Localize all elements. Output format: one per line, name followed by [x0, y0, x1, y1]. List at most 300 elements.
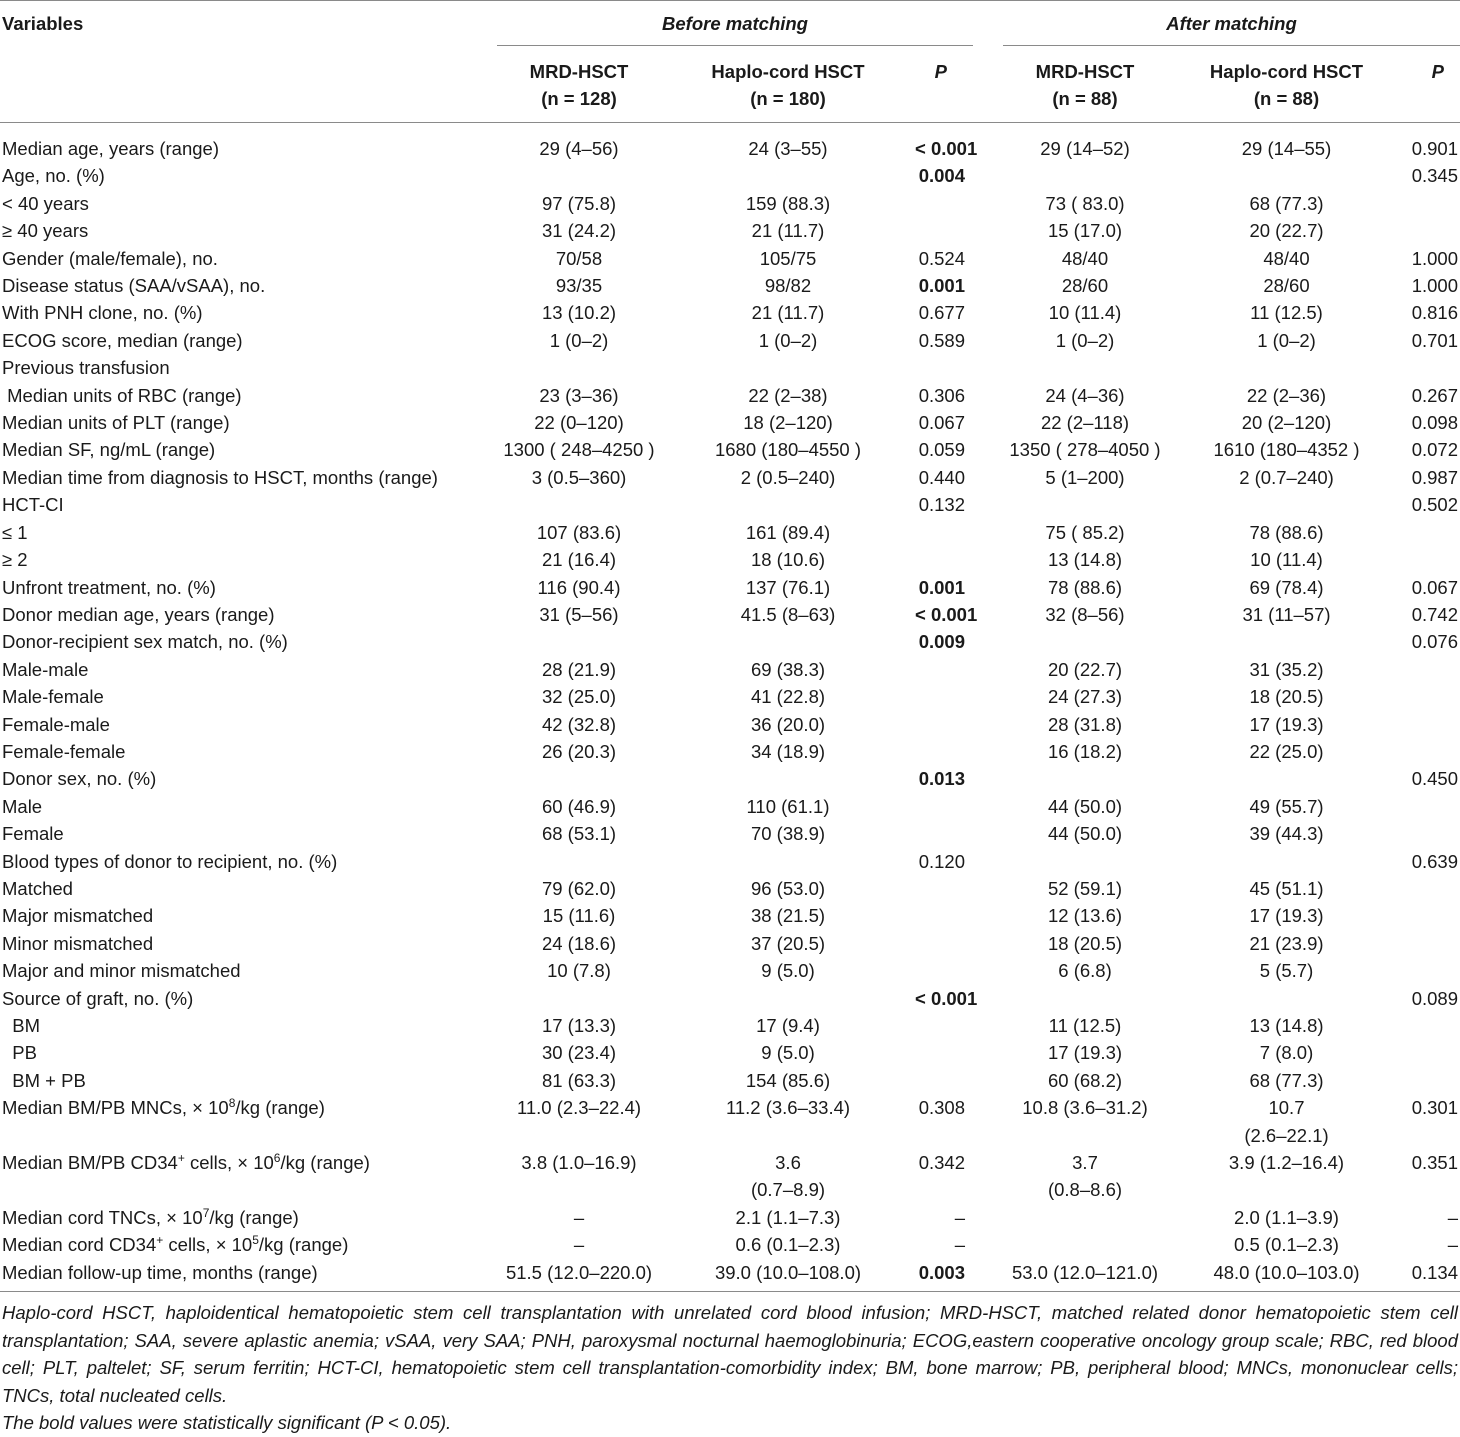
cell-haplo-after: 22 (25.0)	[1249, 740, 1324, 762]
cell-mrd-before: 93/35	[555, 275, 603, 297]
cell-mrd-before: 23 (3–36)	[539, 384, 619, 406]
cell-haplo-before: 41 (22.8)	[750, 686, 826, 708]
cell-p-before	[915, 957, 973, 984]
cell-haplo-before: 110 (61.1)	[746, 795, 830, 817]
cell-mrd-before	[497, 162, 661, 189]
cell-mrd-before: 60 (46.9)	[541, 795, 617, 817]
cell-p-after	[1406, 957, 1460, 984]
row-label: ECOG score, median (range)	[2, 329, 243, 351]
cell-mrd-after: 18 (20.5)	[1047, 932, 1123, 954]
cell-haplo-after	[1167, 162, 1406, 189]
cell-p-after	[1406, 217, 1460, 244]
cell-mrd-before: 30 (23.4)	[541, 1042, 617, 1064]
after-matching-header: After matching	[1003, 0, 1460, 48]
cell-p-after: 0.639	[1411, 850, 1458, 872]
row-label: Major mismatched	[2, 905, 154, 927]
cell-mrd-after: 28/60	[1061, 275, 1109, 297]
row-label: Previous transfusion	[2, 357, 170, 379]
cell-haplo-after: 2.0 (1.1–3.9)	[1234, 1206, 1339, 1228]
cell-p-after	[1406, 930, 1460, 957]
cell-haplo-after: 39 (44.3)	[1249, 823, 1324, 845]
cell-mrd-after: 48/40	[1061, 247, 1109, 269]
cell-haplo-before	[661, 491, 915, 518]
cell-p-before	[915, 656, 973, 683]
cell-p-before	[915, 902, 973, 929]
cell-p-before: 0.009	[918, 631, 965, 653]
cell-mrd-before: 3 (0.5–360)	[531, 466, 627, 488]
row-label: Male-male	[2, 658, 89, 680]
cell-mrd-after: 24 (4–36)	[1045, 384, 1125, 406]
cell-haplo-after: 18 (20.5)	[1249, 686, 1324, 708]
table-row	[0, 1039, 1460, 1066]
table-row	[0, 327, 1460, 354]
row-label: Female-male	[2, 713, 110, 735]
cell-haplo-after: 48.0 (10.0–103.0)	[1167, 1259, 1406, 1292]
cell-p-before	[915, 519, 973, 546]
cell-mrd-before: 42 (32.8)	[541, 713, 617, 735]
cell-p-before	[915, 738, 973, 765]
cell-p-before: 0.120	[918, 850, 965, 872]
table-row	[0, 1259, 1460, 1292]
cell-p-before: 0.589	[918, 329, 965, 351]
header-row-columns	[0, 48, 1460, 123]
cell-p-before: 0.004	[918, 165, 965, 187]
cell-haplo-after: 7 (8.0)	[1259, 1042, 1314, 1064]
cell-p-before: –	[954, 1234, 965, 1256]
table-row	[0, 382, 1460, 409]
row-label: Source of graft, no. (%)	[2, 987, 194, 1009]
table-row	[0, 123, 1460, 163]
row-label: Blood types of donor to recipient, no. (%)	[2, 850, 338, 872]
cell-p-after	[1406, 190, 1460, 217]
cell-haplo-before: 38 (21.5)	[750, 905, 826, 927]
row-label: Median follow-up time, months (range)	[0, 1259, 497, 1292]
cell-p-after: 0.987	[1411, 466, 1458, 488]
cell-mrd-before	[497, 848, 661, 875]
cell-haplo-before	[661, 354, 915, 381]
cell-p-before: 0.067	[918, 412, 965, 434]
cell-mrd-after: 78 (88.6)	[1047, 576, 1123, 598]
table-row	[0, 272, 1460, 299]
col-header-mrd-after: MRD-HSCT (n = 88)	[1003, 48, 1167, 123]
cell-haplo-after: 68 (77.3)	[1249, 1069, 1324, 1091]
table-row	[0, 299, 1460, 326]
col-header-haplo-after: Haplo-cord HSCT (n = 88)	[1167, 48, 1406, 123]
cell-haplo-before: 39.0 (10.0–108.0)	[661, 1259, 915, 1292]
cell-p-before: 0.308	[918, 1097, 965, 1119]
cell-p-after: 0.901	[1411, 138, 1458, 159]
cell-mrd-after	[1003, 985, 1167, 1012]
row-label: Gender (male/female), no.	[2, 247, 218, 269]
cell-mrd-after: 44 (50.0)	[1047, 795, 1123, 817]
cell-haplo-before: 18 (10.6)	[750, 549, 826, 571]
cell-haplo-before	[661, 985, 915, 1012]
cell-p-after: 0.345	[1411, 165, 1458, 187]
cell-p-after	[1406, 1039, 1460, 1066]
table-row	[0, 546, 1460, 573]
cell-mrd-after: 73 ( 83.0)	[1045, 192, 1125, 214]
row-label: Median BM/PB CD34+ cells, × $10^6/kg$ (range)	[2, 1151, 370, 1174]
table-row	[0, 1231, 1460, 1258]
cell-mrd-before	[497, 985, 661, 1012]
cell-haplo-after: 20 (2–120)	[1241, 412, 1332, 434]
cell-p-after: 0.701	[1411, 329, 1458, 351]
table-row	[0, 190, 1460, 217]
cell-haplo-before: 154 (85.6)	[745, 1069, 831, 1091]
cell-mrd-after: 28 (31.8)	[1047, 713, 1123, 735]
cell-haplo-after: 28/60	[1263, 275, 1310, 297]
cell-mrd-after: 44 (50.0)	[1047, 823, 1123, 845]
cell-mrd-after: 52 (59.1)	[1047, 877, 1123, 899]
cell-p-after: 0.067	[1411, 576, 1458, 598]
row-label: Median cord CD34+ cells, × $10^5/kg$ (range)	[2, 1233, 349, 1256]
cell-mrd-before	[497, 491, 661, 518]
cell-mrd-before: 97 (75.8)	[541, 192, 617, 214]
cell-haplo-before: 2.1 (1.1–7.3)	[735, 1206, 841, 1228]
cell-p-before: 0.003	[915, 1259, 973, 1292]
cell-haplo-after	[1167, 848, 1406, 875]
cell-mrd-after: 60 (68.2)	[1047, 1069, 1123, 1091]
row-label: Age, no. (%)	[2, 165, 105, 187]
variables-header: Variables	[2, 13, 84, 34]
cell-haplo-after: 31 (11–57)	[1242, 603, 1331, 625]
table-row	[0, 656, 1460, 683]
cell-p-after: 0.267	[1411, 384, 1458, 406]
header-row-groups	[0, 0, 1460, 48]
cell-p-after	[1406, 875, 1460, 902]
row-label: ≤ 1	[2, 521, 28, 543]
cell-haplo-before: 70 (38.9)	[750, 823, 826, 845]
row-label: Unfront treatment, no. (%)	[2, 576, 216, 598]
cell-p-after	[1406, 683, 1460, 710]
cell-haplo-after: 48/40	[1263, 247, 1310, 269]
cell-p-before	[915, 190, 973, 217]
cell-p-after: 0.502	[1411, 494, 1458, 516]
cell-haplo-after: 13 (14.8)	[1249, 1015, 1324, 1036]
cell-p-before	[915, 354, 973, 381]
cell-mrd-before: 32 (25.0)	[541, 686, 617, 708]
cell-haplo-after: 31 (35.2)	[1249, 658, 1324, 680]
cell-mrd-before: 13 (10.2)	[541, 302, 617, 324]
cell-mrd-after	[1003, 628, 1167, 655]
cell-haplo-after: 1610 (180–4352 )	[1213, 439, 1360, 461]
cell-haplo-after: 22 (2–36)	[1246, 384, 1327, 406]
cell-haplo-before: 1 (0–2)	[758, 329, 818, 351]
table-row	[0, 436, 1460, 463]
cell-p-before	[915, 820, 973, 847]
cell-mrd-before: 81 (63.3)	[541, 1069, 617, 1091]
cell-haplo-before: 161 (89.4)	[745, 521, 831, 543]
col-header-p-after: P	[1406, 48, 1460, 123]
table-row	[0, 628, 1460, 655]
table-row	[0, 464, 1460, 491]
cell-mrd-after	[1003, 354, 1167, 381]
before-matching-header: Before matching	[497, 0, 973, 48]
cell-haplo-before: 98/82	[764, 275, 812, 297]
cell-p-after: 0.098	[1411, 412, 1458, 434]
table-row	[0, 1012, 1460, 1039]
table-row	[0, 217, 1460, 244]
cell-p-after: 0.450	[1411, 768, 1458, 790]
cell-haplo-before: 36 (20.0)	[750, 713, 826, 735]
cell-mrd-before: 29 (4–56)	[539, 138, 619, 159]
table-row	[0, 765, 1460, 792]
cell-mrd-after: 5 (1–200)	[1045, 466, 1125, 488]
row-label: Donor-recipient sex match, no. (%)	[2, 631, 288, 653]
table-row	[0, 738, 1460, 765]
row-label: ≥ 2	[2, 549, 28, 571]
cell-mrd-before: 79 (62.0)	[541, 877, 617, 899]
cell-mrd-before: 17 (13.3)	[541, 1015, 617, 1036]
cell-haplo-after: 78 (88.6)	[1249, 521, 1324, 543]
cell-mrd-after	[1003, 162, 1167, 189]
cell-p-after: 0.742	[1411, 603, 1458, 625]
cell-haplo-before: 21 (11.7)	[751, 220, 825, 242]
cell-haplo-before: 2 (0.5–240)	[740, 466, 836, 488]
cell-haplo-before: 22 (2–38)	[748, 384, 828, 406]
row-label: Disease status (SAA/vSAA), no.	[2, 275, 266, 297]
table-row	[0, 930, 1460, 957]
table-row	[0, 875, 1460, 902]
cell-p-after: –	[1447, 1206, 1458, 1228]
table-row	[0, 711, 1460, 738]
cell-haplo-after: 17 (19.3)	[1249, 905, 1324, 927]
cell-haplo-before: 159 (88.3)	[745, 192, 831, 214]
row-label: Median cord TNCs, × $10^7/kg$ (range)	[2, 1205, 299, 1228]
row-label: Male	[2, 795, 43, 817]
cell-haplo-after: 1 (0–2)	[1257, 329, 1316, 351]
cell-mrd-before	[497, 765, 661, 792]
cell-mrd-before: –	[573, 1234, 585, 1256]
col-header-p-before: P	[915, 48, 973, 123]
cell-p-before: 0.001	[918, 576, 965, 598]
cell-mrd-before: 10 (7.8)	[547, 960, 611, 982]
cell-mrd-after: 20 (22.7)	[1047, 658, 1123, 680]
cell-haplo-after: 69 (78.4)	[1249, 576, 1324, 598]
cell-mrd-before: 107 (83.6)	[536, 521, 622, 543]
row-label: Median SF, ng/mL (range)	[2, 439, 216, 461]
abbreviations-note: Haplo-cord HSCT, haploidentical hematopoietic stem cell transplantation with unrelated cord blood infusion; MRD-HSCT, matched related donor hematopoietic stem cell transplantation; SAA, severe aplastic anemia; vSAA, very SAA; PNH, paroxysmal nocturnal haemoglobinuria; ECOG,eastern cooperative oncology group scale; RBC, red blood cell; PLT, paltelet; SF, serum ferritin; HCT-CI, hematopoietic stem cell transplantation-comorbidity index; BM, bone marrow; PB, peripheral blood; MNCs, mononuclear cells; TNCs, total nucleated cells.	[2, 1302, 1458, 1406]
cell-haplo-after: 10 (11.4)	[1250, 549, 1323, 571]
cell-haplo-before	[661, 765, 915, 792]
cell-mrd-after: 13 (14.8)	[1047, 549, 1123, 571]
row-label: Median time from diagnosis to HSCT, months (range)	[2, 466, 438, 488]
cell-p-before: < 0.001	[915, 603, 978, 625]
cell-p-after	[1406, 738, 1460, 765]
cell-haplo-before: 137 (76.1)	[745, 576, 831, 598]
cell-haplo-before: 34 (18.9)	[750, 740, 826, 762]
cell-haplo-after: 2 (0.7–240)	[1239, 466, 1334, 488]
row-label: Median age, years (range)	[2, 138, 219, 159]
cell-mrd-after: 16 (18.2)	[1047, 740, 1123, 762]
cell-mrd-after: 10 (11.4)	[1048, 302, 1122, 324]
cell-mrd-after: 11 (12.5)	[1048, 1015, 1122, 1036]
cell-mrd-after: 6 (6.8)	[1058, 960, 1112, 982]
table-row	[0, 491, 1460, 518]
table-row	[0, 683, 1460, 710]
row-label: Median units of RBC (range)	[2, 384, 242, 406]
cell-mrd-after: 22 (2–118)	[1040, 412, 1130, 434]
cell-mrd-after: 32 (8–56)	[1045, 603, 1125, 625]
cell-haplo-after	[1167, 765, 1406, 792]
cell-p-before: 0.013	[918, 768, 965, 790]
row-label: BM	[2, 1015, 41, 1036]
cell-mrd-after: 10.8 (3.6–31.2)	[1022, 1097, 1148, 1119]
col-header-haplo-before: Haplo-cord HSCT (n = 180)	[661, 48, 915, 123]
cell-mrd-after	[1003, 1204, 1167, 1231]
table-row	[0, 574, 1460, 601]
cell-mrd-before: 70/58	[555, 247, 603, 269]
cell-haplo-after	[1167, 628, 1406, 655]
cell-haplo-after: 10.7 (2.6–22.1)	[1244, 1097, 1329, 1146]
cell-mrd-after	[1003, 491, 1167, 518]
cell-haplo-before	[661, 628, 915, 655]
cell-haplo-before: 105/75	[759, 247, 817, 269]
cell-p-after: 0.351	[1411, 1152, 1458, 1174]
row-label: PB	[2, 1042, 37, 1064]
cell-mrd-before: 26 (20.3)	[541, 740, 617, 762]
table-top-rule	[0, 0, 1460, 1]
cell-mrd-before: 51.5 (12.0–220.0)	[497, 1259, 661, 1292]
cell-mrd-before: 3.8 (1.0–16.9)	[521, 1152, 637, 1174]
cell-haplo-before: 24 (3–55)	[748, 138, 828, 159]
cell-haplo-after	[1167, 491, 1406, 518]
cell-haplo-after: 21 (23.9)	[1249, 932, 1324, 954]
cell-haplo-after	[1167, 354, 1406, 381]
table-footnote	[0, 1292, 1460, 1437]
cell-mrd-before: 68 (53.1)	[541, 823, 617, 845]
cell-p-before: 0.059	[918, 439, 965, 461]
cell-haplo-before: 11.2 (3.6–33.4)	[725, 1097, 851, 1119]
cell-p-before: 0.524	[918, 247, 965, 269]
cell-mrd-before	[497, 354, 661, 381]
cell-p-after: 0.076	[1411, 631, 1458, 653]
table-row	[0, 409, 1460, 436]
cell-p-before	[915, 546, 973, 573]
cell-mrd-after: 53.0 (12.0–121.0)	[1003, 1259, 1167, 1292]
cell-p-before: 0.306	[918, 384, 965, 406]
cell-mrd-before: –	[573, 1206, 585, 1228]
cell-haplo-after: 11 (12.5)	[1250, 302, 1323, 324]
table-row	[0, 902, 1460, 929]
cell-mrd-after	[1003, 1231, 1167, 1258]
cell-p-before: 0.440	[918, 466, 965, 488]
cell-p-before	[915, 793, 973, 820]
cell-p-after	[1406, 902, 1460, 929]
cell-haplo-before: 1680 (180–4550 )	[714, 439, 862, 461]
cell-p-before	[915, 1012, 973, 1039]
cell-mrd-after: 1350 ( 278–4050 )	[1009, 439, 1161, 461]
cell-mrd-after: 15 (17.0)	[1047, 220, 1123, 242]
cell-mrd-before: 31 (24.2)	[541, 220, 617, 242]
cell-p-after: 0.301	[1411, 1097, 1458, 1119]
row-label: Male-female	[2, 686, 104, 708]
cell-p-after	[1406, 546, 1460, 573]
row-label: With PNH clone, no. (%)	[2, 302, 203, 324]
cell-mrd-before: 28 (21.9)	[541, 658, 617, 680]
cell-p-before: < 0.001	[915, 138, 978, 159]
cell-haplo-before: 18 (2–120)	[743, 412, 833, 434]
table-row	[0, 985, 1460, 1012]
cell-mrd-after: 24 (27.3)	[1047, 686, 1123, 708]
cell-p-before	[915, 1039, 973, 1066]
row-label: Median units of PLT (range)	[2, 412, 230, 434]
table-row	[0, 354, 1460, 381]
cell-p-after: 0.816	[1411, 302, 1458, 324]
row-label: Median BM/PB MNCs, × $10^8/kg$ (range)	[2, 1096, 325, 1119]
row-label: Minor mismatched	[2, 932, 154, 954]
cell-mrd-after: 75 ( 85.2)	[1045, 521, 1125, 543]
table-row	[0, 601, 1460, 628]
cell-haplo-before: 21 (11.7)	[751, 302, 825, 324]
cell-mrd-after	[1003, 848, 1167, 875]
cell-haplo-before: 41.5 (8–63)	[740, 603, 836, 625]
cell-mrd-before: 1300 ( 248–4250 )	[503, 439, 655, 461]
table-row	[0, 1067, 1460, 1094]
row-label: Matched	[2, 877, 73, 899]
row-label: Major and minor mismatched	[2, 960, 241, 982]
cell-p-after	[1406, 1012, 1460, 1039]
cell-haplo-after: 17 (19.3)	[1249, 713, 1324, 735]
row-label: Female	[2, 823, 64, 845]
cell-p-after: –	[1447, 1234, 1458, 1256]
cell-haplo-before	[661, 162, 915, 189]
table-body	[0, 123, 1460, 1292]
row-label: Female-female	[2, 740, 126, 762]
cell-haplo-after	[1167, 985, 1406, 1012]
cell-haplo-before: 3.6 (0.7–8.9)	[750, 1152, 826, 1201]
col-header-mrd-before: MRD-HSCT (n = 128)	[497, 48, 661, 123]
cell-p-before	[915, 711, 973, 738]
table-row	[0, 848, 1460, 875]
cell-mrd-before	[497, 628, 661, 655]
cell-p-after: 1.000	[1411, 275, 1458, 297]
cell-p-after: 1.000	[1411, 247, 1458, 269]
cell-haplo-before: 96 (53.0)	[750, 877, 826, 899]
cell-mrd-after: 3.7 (0.8–8.6)	[1047, 1152, 1123, 1201]
cell-mrd-before: 11.0 (2.3–22.4)	[516, 1097, 642, 1119]
cell-p-after	[1406, 656, 1460, 683]
cell-p-after: 0.089	[1411, 987, 1458, 1009]
cell-haplo-after: 20 (22.7)	[1249, 220, 1324, 242]
row-label: HCT-CI	[2, 494, 64, 516]
cell-p-before	[915, 1067, 973, 1094]
row-label: Donor sex, no. (%)	[2, 768, 157, 790]
table-row	[0, 1094, 1460, 1149]
cell-p-before	[915, 217, 973, 244]
cell-haplo-before: 37 (20.5)	[750, 932, 826, 954]
cell-haplo-after: 45 (51.1)	[1249, 877, 1324, 899]
row-label: BM + PB	[2, 1069, 86, 1091]
cell-p-after: 0.134	[1406, 1259, 1460, 1292]
cell-haplo-after: 0.5 (0.1–2.3)	[1234, 1234, 1339, 1256]
table-row	[0, 820, 1460, 847]
cell-p-before: 0.001	[918, 275, 965, 297]
cell-mrd-after: 1 (0–2)	[1055, 329, 1115, 351]
cell-haplo-before: 17 (9.4)	[756, 1015, 820, 1036]
cell-p-after: 0.072	[1411, 439, 1458, 461]
cell-p-after	[1406, 711, 1460, 738]
cell-mrd-after: 29 (14–52)	[1040, 138, 1130, 159]
cell-haplo-after: 68 (77.3)	[1249, 192, 1324, 214]
cell-haplo-after: 3.9 (1.2–16.4)	[1228, 1152, 1345, 1174]
cell-mrd-after	[1003, 765, 1167, 792]
cell-haplo-before: 0.6 (0.1–2.3)	[735, 1234, 841, 1256]
cell-mrd-before: 116 (90.4)	[537, 576, 621, 598]
table-row	[0, 245, 1460, 272]
cell-mrd-before: 15 (11.6)	[542, 905, 616, 927]
cell-p-before: 0.342	[918, 1152, 965, 1174]
